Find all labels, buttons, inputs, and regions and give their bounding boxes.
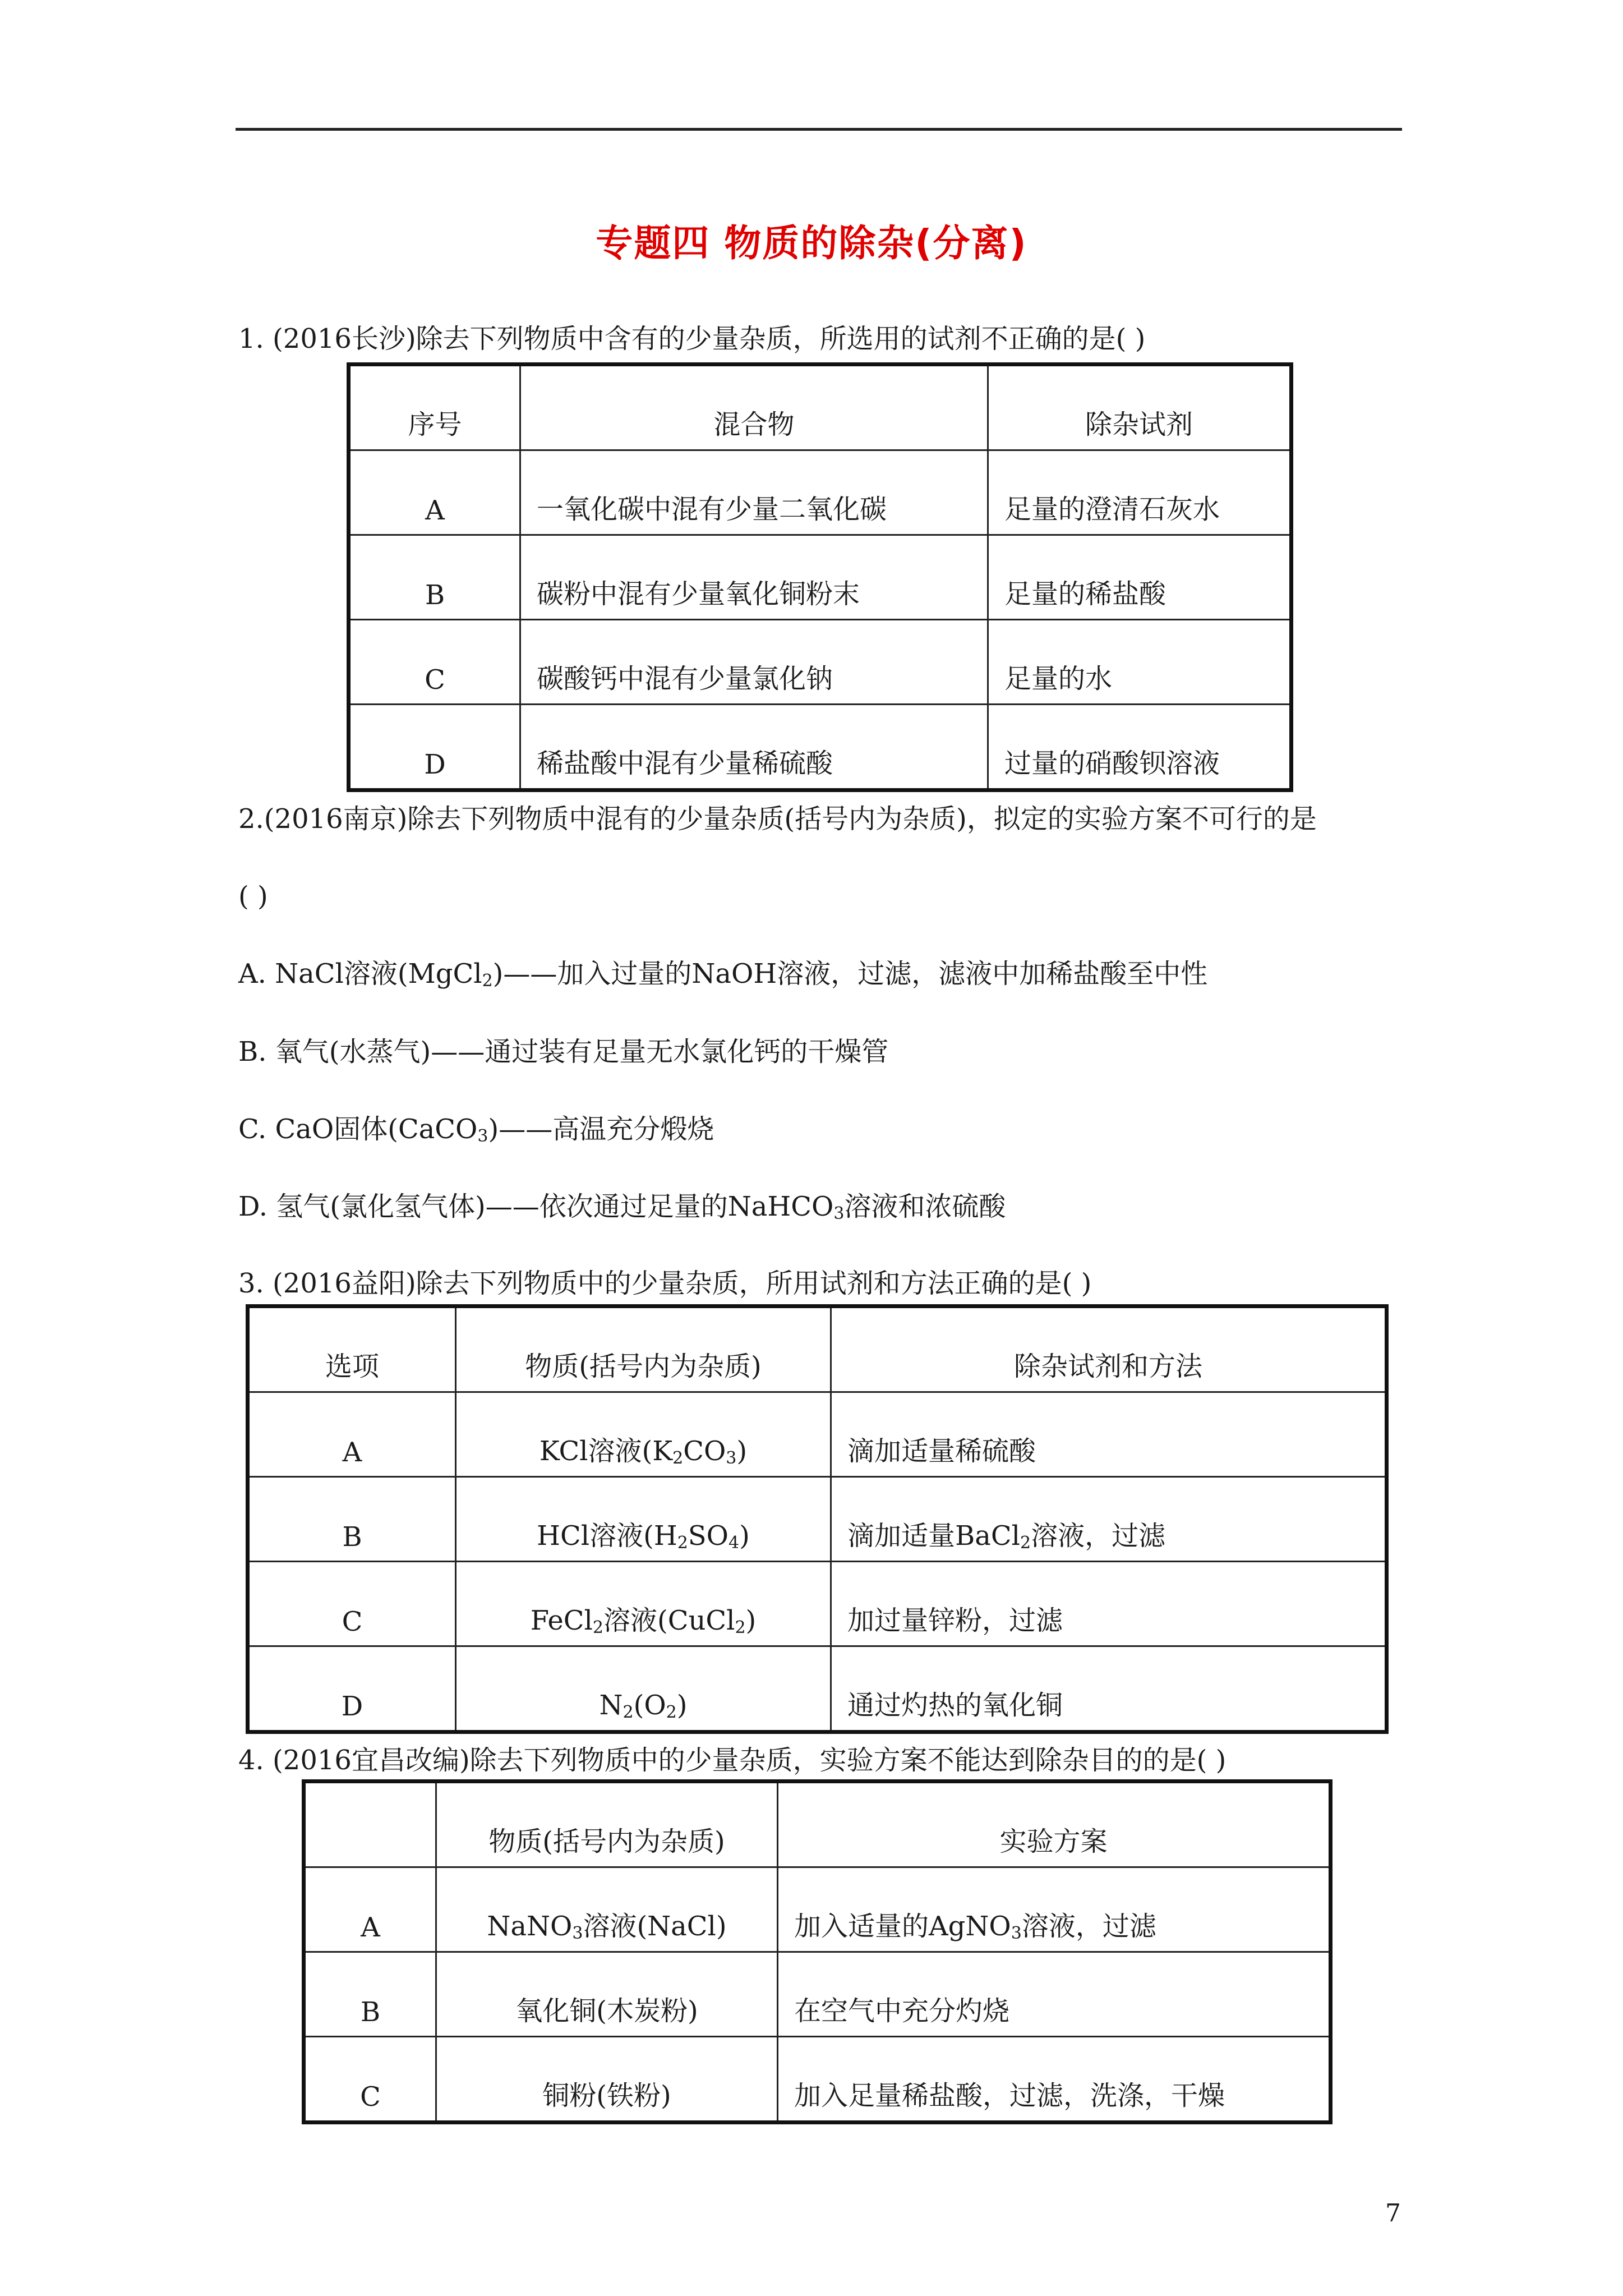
table-cell: 过量的硝酸钡溶液 — [988, 705, 1292, 790]
table-cell: 铜粉(铁粉) — [436, 2037, 778, 2123]
question-4-text: 4. (2016宜昌改编)除去下列物质中的少量杂质，实验方案不能达到除杂目的的是( ) — [238, 1745, 1227, 1776]
question-4-table — [302, 1779, 1332, 2124]
header-cell: 除杂试剂和方法 — [831, 1306, 1387, 1392]
table-header-row — [349, 365, 1292, 450]
header-cell — [304, 1782, 436, 1867]
question-2-bracket: ( ) — [238, 881, 268, 912]
table-cell: 氧化铜(木炭粉) — [436, 1952, 778, 2037]
table-cell: NaNO$_3$溶液(NaCl) — [436, 1867, 778, 1952]
table-cell: FeCl$_2$溶液(CuCl$_2$) — [456, 1562, 831, 1646]
table-row — [248, 1646, 1387, 1732]
table-cell: 滴加适量稀硫酸 — [831, 1392, 1387, 1477]
table-row — [248, 1477, 1387, 1562]
table-cell: C — [248, 1562, 456, 1646]
header-cell: 选项 — [248, 1306, 456, 1392]
table-cell: 滴加适量BaCl$_2$溶液，过滤 — [831, 1477, 1387, 1562]
question-3-table — [246, 1304, 1389, 1734]
table-cell: 一氧化碳中混有少量二氧化碳 — [520, 450, 988, 535]
table-cell: 稀盐酸中混有少量稀硫酸 — [520, 705, 988, 790]
table-header-row — [248, 1306, 1387, 1392]
table-cell: A — [248, 1392, 456, 1477]
table-cell: B — [349, 535, 520, 620]
question-3-text: 3. (2016益阳)除去下列物质中的少量杂质，所用试剂和方法正确的是( ) — [238, 1268, 1092, 1299]
table-row — [349, 705, 1292, 790]
table-cell: 足量的水 — [988, 620, 1292, 705]
question-2-option-c: C. CaO固体(CaCO$_3$)——高温充分煅烧 — [238, 1114, 714, 1146]
table-cell: 加入适量的AgNO$_3$溶液，过滤 — [778, 1867, 1331, 1952]
table-row — [349, 620, 1292, 705]
table-cell: 足量的稀盐酸 — [988, 535, 1292, 620]
table-cell: C — [304, 2037, 436, 2123]
table-cell: 在空气中充分灼烧 — [778, 1952, 1331, 2037]
question-2-text: 2.(2016南京)除去下列物质中混有的少量杂质(括号内为杂质)，拟定的实验方案不可行的是 — [238, 803, 1317, 835]
table-cell: B — [248, 1477, 456, 1562]
table-header-row — [304, 1782, 1331, 1867]
table-cell: A — [304, 1867, 436, 1952]
table-cell: $N_2(O_2)$ — [456, 1646, 831, 1732]
table-cell: 碳粉中混有少量氧化铜粉末 — [520, 535, 988, 620]
header-cell: 物质(括号内为杂质) — [436, 1782, 778, 1867]
header-cell: 实验方案 — [778, 1782, 1331, 1867]
question-2-option-d: D. 氢气(氯化氢气体)——依次通过足量的NaHCO$_3$溶液和浓硫酸 — [238, 1191, 1006, 1223]
table-row — [349, 450, 1292, 535]
table-row — [248, 1562, 1387, 1646]
table-row — [304, 1952, 1331, 2037]
table-row — [304, 1867, 1331, 1952]
header-cell: 除杂试剂 — [988, 365, 1292, 450]
table-row — [304, 2037, 1331, 2123]
table-cell: 通过灼热的氧化铜 — [831, 1646, 1387, 1732]
page-title: 专题四 物质的除杂(分离) — [596, 222, 1027, 265]
table-row — [248, 1392, 1387, 1477]
table-cell: B — [304, 1952, 436, 2037]
header-cell: 序号 — [349, 365, 520, 450]
table-cell: D — [349, 705, 520, 790]
table-cell: HCl溶液$(H_2SO_4)$ — [456, 1477, 831, 1562]
table-cell: 加入足量稀盐酸，过滤，洗涤，干燥 — [778, 2037, 1331, 2123]
table-cell: D — [248, 1646, 456, 1732]
question-1-text: 1. (2016长沙)除去下列物质中含有的少量杂质，所选用的试剂不正确的是( ) — [238, 323, 1146, 355]
table-cell: C — [349, 620, 520, 705]
table-cell: 加过量锌粉，过滤 — [831, 1562, 1387, 1646]
table-cell: A — [349, 450, 520, 535]
table-row — [349, 535, 1292, 620]
header-cell: 物质(括号内为杂质) — [456, 1306, 831, 1392]
table-cell: 碳酸钙中混有少量氯化钠 — [520, 620, 988, 705]
header-cell: 混合物 — [520, 365, 988, 450]
question-1-table — [347, 362, 1293, 792]
table-cell: KCl溶液$(K_2CO_3)$ — [456, 1392, 831, 1477]
question-2-option-a: A. NaCl溶液(MgCl$_2$)——加入过量的NaOH溶液，过滤，滤液中加稀盐酸至中性 — [238, 958, 1208, 991]
page-number: 7 — [1385, 2199, 1401, 2228]
question-2-option-b: B. 氧气(水蒸气)——通过装有足量无水氯化钙的干燥管 — [238, 1036, 889, 1068]
header-rule — [236, 128, 1402, 131]
table-cell: 足量的澄清石灰水 — [988, 450, 1292, 535]
